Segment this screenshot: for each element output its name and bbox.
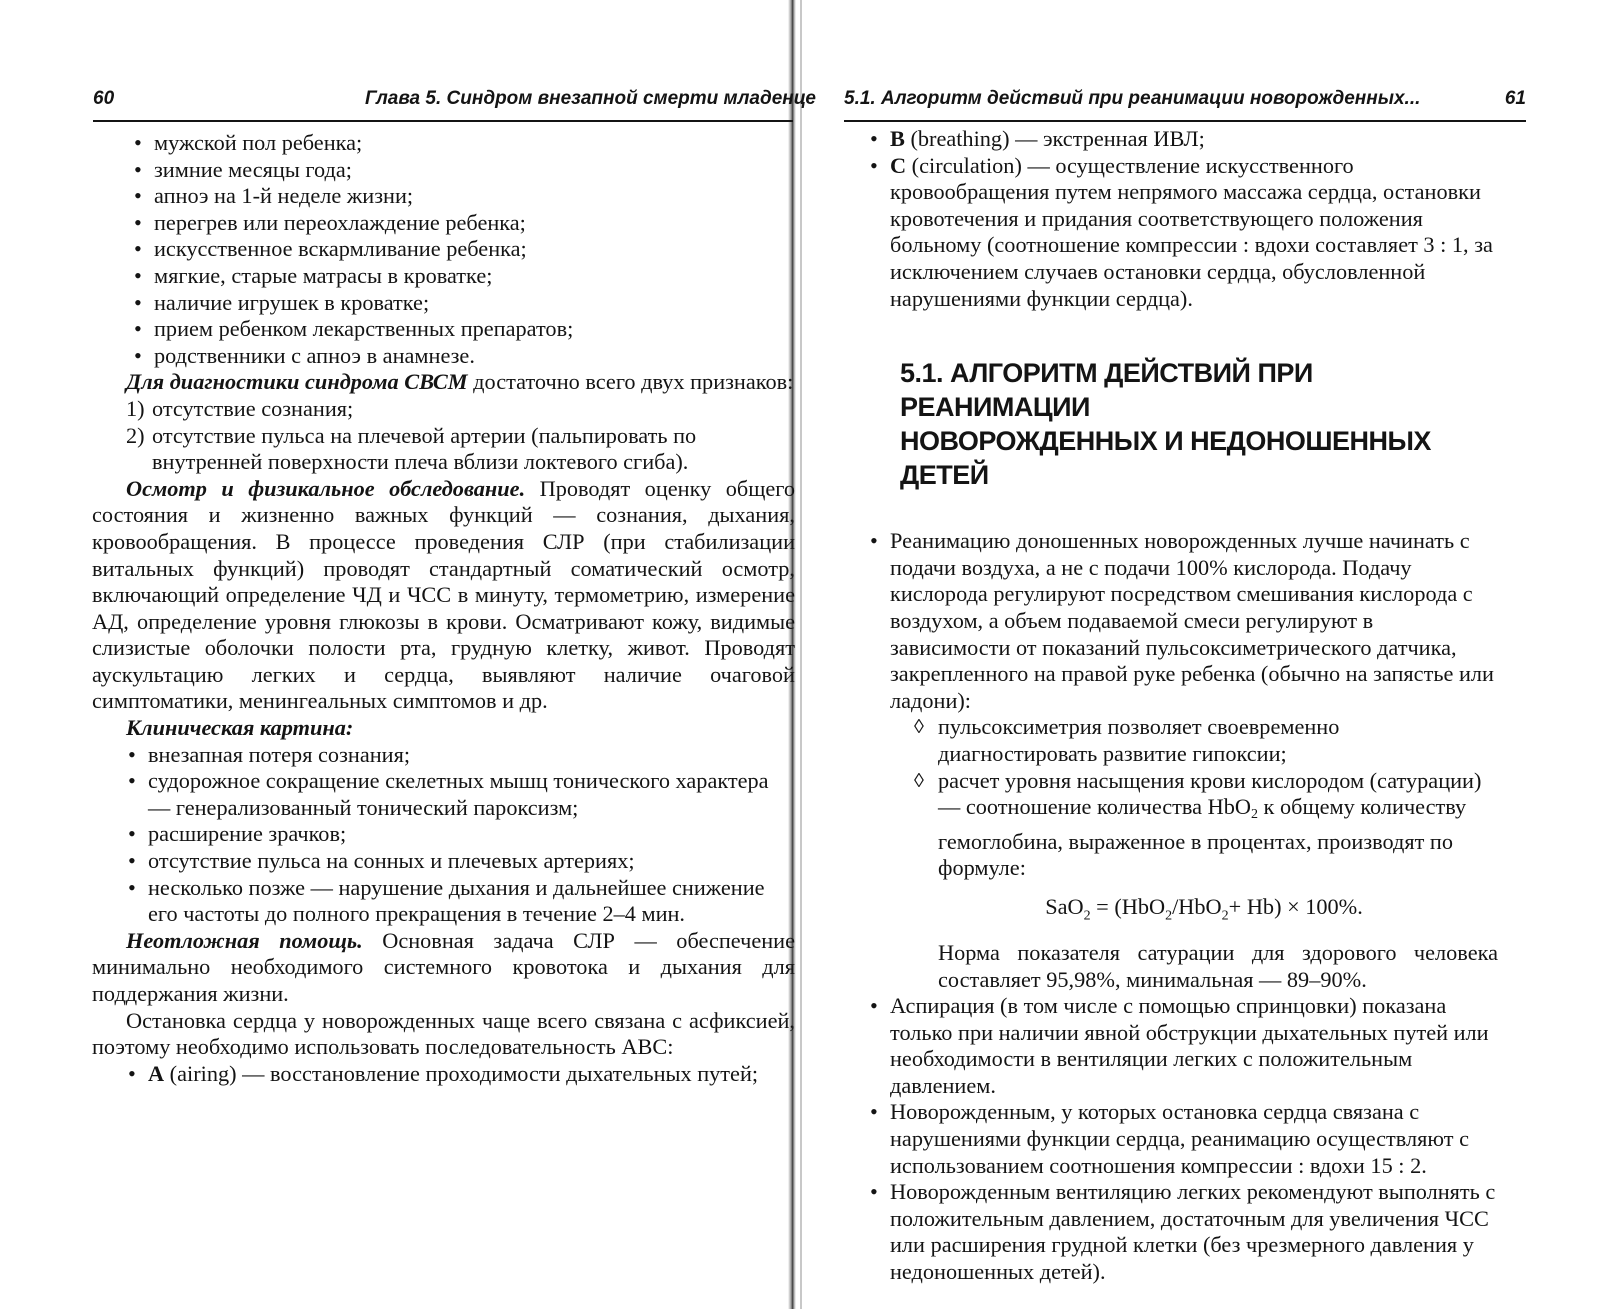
subscript: 2 [1221,908,1229,924]
abc-letter: В [890,126,905,151]
item-text: к общему количеству гемоглобина, выраженное в процентах, производят по формуле: [938,794,1467,881]
item-text: отсутствие сознания; [152,395,354,421]
norm-paragraph: Норма показателя сатурации для здорового человека составляет 95,98%, минимальная — 89–90%. [938,939,1498,992]
saturation-formula [910,894,1498,930]
list-item: • судорожное сокращение скелетных мышц тонического характера — генерализованный тонический пароксизм; [126,768,795,821]
section-title [900,356,1498,492]
list-item [126,1061,795,1088]
list-item: • родственники с апноэ в анамнезе. [132,343,795,370]
item-text: (circulation) — осуществление искусственного кровообращения путем непрямого массажа сердца, остановки кровотечения и придания соответствующего положения больному (соотношение компрессии : вдохи составляет 3 : 1, за исключением случаев остановки сердца, обусловленной нарушениями функции сердца). [890,152,1493,311]
item-number: 2) [126,422,145,448]
list-item: • мягкие, старые матрасы в кроватке; [132,263,795,290]
item-text: расчет уровня насыщения крови кислородом (сатурации) — соотношение количества HbO [938,767,1482,820]
abc-letter: С [890,152,907,178]
right-running-head [844,80,1526,122]
list-item: • несколько позже — нарушение дыхания и дальнейшее снижение его частоты до полного прекращения в течение 2–4 мин. [126,875,795,928]
list-item [126,396,795,423]
list-item: • внезапная потеря сознания; [126,742,795,769]
sub-list-item: ◊ пульсоксиметрия позволяет своевременно диагностировать развитие гипоксии; [912,714,1498,767]
running-title: Глава 5. Синдром внезапной смерти младенце [365,88,816,109]
item-text: (breathing) — экстренная ИВЛ; [904,126,1205,151]
item-text: (airing) — восстановление проходимости дыхательных путей; [164,1060,759,1086]
clinical-heading: Клиническая картина: [126,715,354,741]
list-item: • Новорожденным, у которых остановка сердца связана с нарушениями функции сердца, реанимацию осуществляют с использованием соотношения компрессии : вдохи 15 : 2. [868,1099,1498,1179]
run-in-heading: Осмотр и физикальное обследование. [126,475,526,501]
list-item: • отсутствие пульса на сонных и плечевых артериях; [126,848,795,875]
list-item [126,423,795,476]
abc-letter: А [148,1060,165,1086]
formula-part: SaO [1045,893,1084,919]
list-item: • Новорожденным вентиляцию легких рекомендуют выполнять с положительным давлением, достаточным для увеличения ЧСС или расширения грудной клетки (без чрезмерного давления у недоношенных детей). [868,1179,1498,1285]
left-body [92,130,795,1087]
list-item: • мужской пол ребенка; [132,130,795,157]
abc-list [126,1061,795,1088]
paragraph-text: Основная задача СЛР — обеспечение минимально необходимого системного кровотока и дыхания для поддержания жизни. [92,927,795,1006]
item-number: 1) [126,395,145,421]
list-item [868,528,1498,993]
run-in-heading: Для диагностики синдрома СВСМ [126,369,468,395]
subscript: 2 [1083,908,1091,924]
list-item: • прием ребенком лекарственных препаратов; [132,316,795,343]
section-title-line: 5.1. АЛГОРИТМ ДЕЙСТВИЙ ПРИ РЕАНИМАЦИИ [900,358,1313,423]
formula-part: /HbO [1172,893,1222,919]
list-item: • зимние месяцы года; [132,157,795,184]
arrest-paragraph: Остановка сердца у новорожденных чаще всего связана с асфиксией, поэтому необходимо использовать последовательность АВС: [92,1007,795,1060]
diagnosis-paragraph [92,369,795,396]
clinical-list [126,742,795,928]
item-text: Реанимацию доношенных новорожденных лучше начинать с подачи воздуха, а не с подачи 100% кислорода. Подачу кислорода регулируют посредством смешивания кислорода с воздухом, а объем подаваемой смеси регулируют в зависимости от показаний пульсоксиметрического датчика, закрепленного на правой руке ребенка (обычно на запястье или ладони): [890,528,1494,713]
running-title: 5.1. Алгоритм действий при реанимации новорожденных... [844,88,1421,109]
emergency-paragraph [92,928,795,1008]
right-page [800,0,1600,1309]
sub-list [912,714,1498,882]
page-number: 61 [1504,88,1526,109]
left-running-head [93,80,816,122]
paragraph-text: достаточно всего двух признаков: [467,369,794,395]
examination-paragraph [92,476,795,715]
right-body [868,126,1498,1286]
list-item: • наличие игрушек в кроватке; [132,290,795,317]
diagnosis-criteria-list [92,396,795,476]
list-item: • искусственное вскармливание ребенка; [132,236,795,263]
list-item: • перегрев или переохлаждение ребенка; [132,210,795,237]
sub-list-item [912,768,1498,882]
formula-part: = (HbO [1090,893,1166,919]
risk-factor-list [132,130,795,369]
algorithm-list [868,528,1498,1285]
subscript: 2 [1250,807,1258,823]
item-text: отсутствие пульса на плечевой артерии (пальпировать по внутренней поверхности плеча вблизи локтевого сгиба). [152,422,697,475]
section-title-line: НОВОРОЖДЕННЫХ И НЕДОНОШЕННЫХ ДЕТЕЙ [900,426,1431,491]
list-item: • Аспирация (в том числе с помощью спринцовки) показана только при наличии явной обструкции дыхательных путей или необходимости в вентиляции легких с положительным давлением. [868,993,1498,1099]
list-item: • апноэ на 1-й неделе жизни; [132,183,795,210]
subscript: 2 [1165,908,1173,924]
abc-list-continued [868,126,1498,312]
list-item: • расширение зрачков; [126,821,795,848]
list-item [868,153,1498,313]
page-number: 60 [93,88,115,109]
list-item [868,126,1498,153]
formula-part: + Hb) × 100%. [1228,893,1363,919]
paragraph-text: Проводят оценку общего состояния и жизненно важных функций — сознания, дыхания, кровообращения. В процессе проведения СЛР (при стабилизации витальных функций) проводят стандартный соматический осмотр, включающий определение ЧД и ЧСС в минуту, термометрию, измерение АД, определение уровня глюкозы в крови. Осматривают кожу, видимые слизистые оболочки полости рта, грудную клетку, живот. Проводят аускультацию легких и сердца, выявляют наличие очаговой симптоматики, менингеальных симптомов и др. [92,475,795,714]
run-in-heading: Неотложная помощь. [126,927,363,953]
